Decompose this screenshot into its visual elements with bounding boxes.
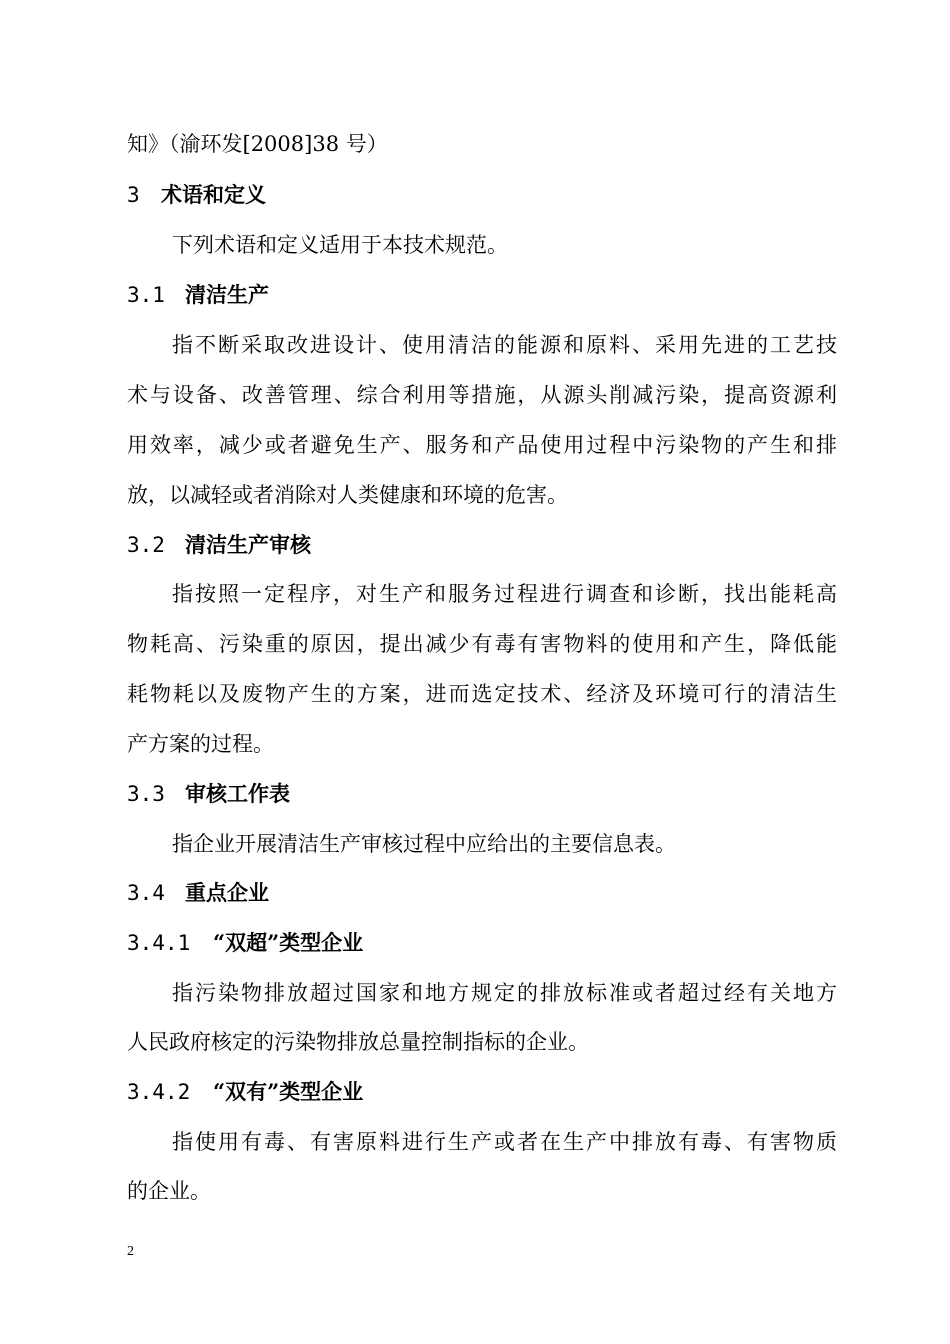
paragraph-line: 术与设备、改善管理、综合利用等措施，从源头削减污染，提高资源利 [127,383,837,407]
paragraph-line: 指按照一定程序，对生产和服务过程进行调查和诊断，找出能耗高 [172,582,837,606]
section-number: 3.4.1 [127,931,191,955]
section-3-4-1-heading [127,928,837,958]
continuation-text: 知》（渝环发[2008]38 号） [127,132,388,156]
section-3-4-heading [127,878,837,908]
section-number: 3 [127,183,140,207]
paragraph-line: 物耗高、污染重的原因，提出减少有毒有害物料的使用和产生，降低能 [127,632,837,656]
paragraph-line: 指使用有毒、有害原料进行生产或者在生产中排放有毒、有害物质 [172,1130,837,1154]
paragraph-line: 产方案的过程。 [127,732,274,756]
section-3-heading [127,180,837,210]
paragraph-line: 的企业。 [127,1179,211,1203]
paragraph-line: 指企业开展清洁生产审核过程中应给出的主要信息表。 [172,832,676,856]
section-3-3-heading [127,779,837,809]
section-3-2-heading [127,530,837,560]
section-number: 3.4.2 [127,1080,191,1104]
section-title: “双超”类型企业 [213,930,364,955]
section-title: 清洁生产审核 [185,532,311,557]
section-title: “双有”类型企业 [213,1079,364,1104]
paragraph-line: 用效率，减少或者避免生产、服务和产品使用过程中污染物的产生和排 [127,433,837,457]
section-title: 术语和定义 [161,182,266,207]
section-title: 重点企业 [185,880,269,905]
paragraph-line: 下列术语和定义适用于本技术规范。 [172,233,508,257]
section-number: 3.1 [127,283,165,307]
paragraph-line: 人民政府核定的污染物排放总量控制指标的企业。 [127,1030,589,1054]
section-number: 3.4 [127,881,165,905]
page-number: 2 [127,1244,134,1259]
paragraph-line: 放，以减轻或者消除对人类健康和环境的危害。 [127,483,568,507]
section-number: 3.2 [127,533,165,557]
section-title: 审核工作表 [185,781,290,806]
section-title: 清洁生产 [185,282,269,307]
paragraph-line: 指不断采取改进设计、使用清洁的能源和原料、采用先进的工艺技 [172,333,837,357]
paragraph-line: 指污染物排放超过国家和地方规定的排放标准或者超过经有关地方 [172,981,837,1005]
section-3-1-heading [127,280,837,310]
section-3-4-2-heading [127,1077,837,1107]
section-number: 3.3 [127,782,165,806]
paragraph-line: 耗物耗以及废物产生的方案，进而选定技术、经济及环境可行的清洁生 [127,682,837,706]
